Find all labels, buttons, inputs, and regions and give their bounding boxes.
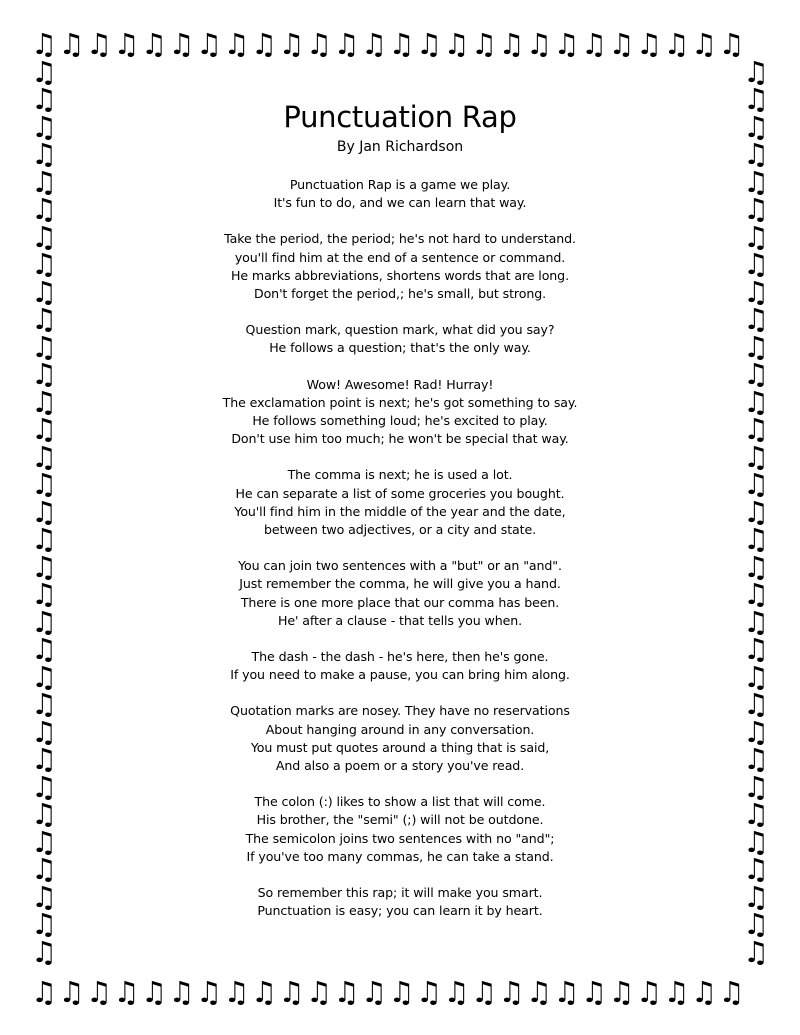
- music-note-icon: ♫: [113, 27, 140, 61]
- poem-line: Punctuation is easy; you can learn it by heart.: [257, 903, 543, 919]
- music-note-icon: ♫: [743, 82, 769, 116]
- music-note-icon: ♫: [31, 494, 57, 529]
- stanza: [90, 793, 710, 866]
- music-note-icon: ♫: [526, 975, 552, 1009]
- poem-line: His brother, the "semi" (;) will not be outdone.: [256, 812, 544, 828]
- page-title: Punctuation Rap: [283, 100, 517, 134]
- music-note-icon: ♫: [743, 549, 769, 584]
- stanza: [90, 648, 710, 684]
- music-note-icon: ♫: [31, 27, 57, 61]
- music-note-icon: ♫: [743, 632, 769, 666]
- music-note-icon: ♫: [743, 467, 769, 501]
- poem-line: Wow! Awesome! Rad! Hurray!: [306, 376, 494, 392]
- music-note-icon: ♫: [31, 632, 57, 666]
- music-note-icon: ♫: [743, 852, 769, 886]
- music-note-icon: ♫: [553, 975, 580, 1009]
- music-note-icon: ♫: [743, 824, 769, 859]
- poem-line: Take the period, the period; he's not hard to understand.: [224, 231, 576, 247]
- music-note-icon: ♫: [743, 494, 769, 529]
- stanza: [90, 466, 710, 539]
- music-note-icon: ♫: [31, 714, 57, 749]
- music-note-icon: ♫: [743, 164, 769, 199]
- poem-line: Don't use him too much; he won't be special that way.: [231, 431, 569, 447]
- music-note-icon: ♫: [58, 27, 85, 61]
- poem-line: You must put quotes around a thing that is said,: [250, 739, 550, 755]
- music-note-icon: ♫: [306, 27, 332, 61]
- music-note-icon: ♫: [471, 975, 497, 1009]
- poem-line: between two adjectives, or a city and state.: [263, 522, 537, 538]
- music-note-icon: ♫: [31, 329, 57, 364]
- music-note-icon: ♫: [31, 604, 57, 639]
- music-note-icon: ♫: [31, 879, 57, 914]
- music-note-icon: ♫: [223, 975, 250, 1009]
- music-note-icon: ♫: [31, 109, 57, 144]
- music-note-icon: ♫: [526, 27, 552, 61]
- music-note-icon: ♫: [31, 852, 57, 886]
- poem-line: And also a poem or a story you've read.: [275, 758, 525, 774]
- poem-line: The dash - the dash - he's here, then he's gone.: [251, 649, 549, 665]
- music-note-icon: ♫: [31, 797, 57, 831]
- poem-line: You'll find him in the middle of the year and the date,: [234, 503, 566, 519]
- music-note-icon: ♫: [31, 439, 57, 474]
- music-note-icon: ♫: [743, 274, 769, 309]
- music-note-icon: ♫: [743, 742, 769, 776]
- music-note-icon: ♫: [743, 439, 769, 474]
- music-note-icon: ♫: [743, 219, 769, 254]
- music-note-icon: ♫: [58, 975, 85, 1009]
- music-note-icon: ♫: [743, 604, 769, 639]
- poem-line: He marks abbreviations, shortens words that are long.: [231, 267, 569, 283]
- music-note-icon: ♫: [31, 384, 57, 419]
- stanza: [90, 702, 710, 775]
- music-note-icon: ♫: [553, 27, 580, 61]
- music-note-icon: ♫: [31, 137, 57, 171]
- music-note-icon: ♫: [31, 357, 57, 391]
- music-note-icon: ♫: [361, 27, 387, 61]
- music-note-icon: ♫: [743, 577, 769, 611]
- music-note-icon: ♫: [743, 329, 769, 364]
- music-note-icon: ♫: [663, 975, 690, 1009]
- music-note-icon: ♫: [718, 27, 745, 61]
- music-note-icon: ♫: [31, 975, 57, 1009]
- music-note-icon: ♫: [743, 659, 769, 694]
- music-note-icon: ♫: [743, 687, 769, 721]
- music-note-icon: ♫: [743, 522, 769, 556]
- poem-line: Punctuation Rap is a game we play.: [289, 177, 511, 192]
- music-note-icon: ♫: [743, 412, 769, 446]
- music-note-icon: ♫: [113, 975, 140, 1009]
- music-note-icon: ♫: [223, 27, 250, 61]
- poem-line: Question mark, question mark, what did you say?: [245, 322, 555, 338]
- music-note-icon: ♫: [31, 467, 57, 501]
- music-note-icon: ♫: [31, 247, 57, 281]
- music-note-icon: ♫: [388, 975, 415, 1009]
- poem-line: The exclamation point is next; he's got something to say.: [222, 394, 578, 410]
- music-note-icon: ♫: [718, 975, 745, 1009]
- music-note-icon: ♫: [636, 975, 662, 1009]
- poem-line: You can join two sentences with a "but" or an "and".: [238, 558, 562, 574]
- music-note-icon: ♫: [743, 54, 769, 89]
- music-note-icon: ♫: [743, 302, 769, 336]
- music-note-icon: ♫: [743, 907, 769, 941]
- music-note-icon: ♫: [743, 109, 769, 144]
- poem-line: He follows something loud; he's excited to play.: [252, 413, 548, 429]
- music-note-icon: ♫: [416, 27, 442, 61]
- music-note-icon: ♫: [31, 82, 57, 116]
- music-note-icon: ♫: [306, 975, 332, 1009]
- music-note-icon: ♫: [168, 975, 195, 1009]
- music-note-icon: ♫: [31, 934, 57, 969]
- author-byline: By Jan Richardson: [336, 139, 464, 155]
- music-note-icon: ♫: [251, 975, 277, 1009]
- music-note-icon: ♫: [743, 247, 769, 281]
- poem-line: About hanging around in any conversation.: [265, 721, 535, 737]
- music-note-icon: ♫: [31, 219, 57, 254]
- stanza: [90, 321, 710, 357]
- music-note-icon: ♫: [443, 27, 470, 61]
- stanza: [90, 376, 710, 449]
- music-note-icon: ♫: [608, 27, 635, 61]
- music-note-icon: ♫: [141, 975, 167, 1009]
- music-note-icon: ♫: [31, 54, 57, 89]
- music-note-icon: ♫: [31, 549, 57, 584]
- poem-line: There is one more place that our comma has been.: [240, 594, 560, 610]
- music-note-icon: ♫: [743, 137, 769, 171]
- stanza: [90, 884, 710, 920]
- music-note-icon: ♫: [743, 192, 769, 226]
- music-note-icon: ♫: [636, 27, 662, 61]
- music-note-icon: ♫: [31, 522, 57, 556]
- poem-line: The comma is next; he is used a lot.: [287, 467, 513, 483]
- music-note-icon: ♫: [31, 907, 57, 941]
- poem-line: So remember this rap; it will make you smart.: [257, 885, 543, 901]
- music-note-icon: ♫: [31, 577, 57, 611]
- music-note-icon: ♫: [168, 27, 195, 61]
- music-note-icon: ♫: [278, 27, 305, 61]
- music-note-icon: ♫: [31, 769, 57, 804]
- music-note-icon: ♫: [31, 412, 57, 446]
- music-note-icon: ♫: [31, 742, 57, 776]
- music-note-icon: ♫: [743, 934, 769, 969]
- music-note-icon: ♫: [86, 975, 112, 1009]
- poem-line: If you need to make a pause, you can bring him along.: [230, 667, 570, 683]
- music-note-icon: ♫: [31, 274, 57, 309]
- poem-body: [90, 176, 710, 921]
- poem-line: Quotation marks are nosey. They have no reservations: [230, 703, 570, 719]
- stanza: [90, 557, 710, 630]
- music-note-icon: ♫: [333, 27, 360, 61]
- music-note-icon: ♫: [31, 302, 57, 336]
- music-note-icon: ♫: [498, 27, 525, 61]
- music-note-icon: ♫: [691, 27, 717, 61]
- music-note-icon: ♫: [743, 797, 769, 831]
- music-note-icon: ♫: [743, 357, 769, 391]
- poem-line: Just remember the comma, he will give you a hand.: [239, 576, 561, 592]
- music-note-icon: ♫: [196, 27, 222, 61]
- music-note-icon: ♫: [416, 975, 442, 1009]
- music-note-icon: ♫: [86, 27, 112, 61]
- music-note-icon: ♫: [743, 769, 769, 804]
- music-note-icon: ♫: [251, 27, 277, 61]
- music-note-icon: ♫: [31, 687, 57, 721]
- music-note-icon: ♫: [691, 975, 717, 1009]
- music-note-icon: ♫: [31, 824, 57, 859]
- music-note-icon: ♫: [31, 659, 57, 694]
- music-note-icon: ♫: [31, 192, 57, 226]
- music-note-icon: ♫: [278, 975, 305, 1009]
- music-note-icon: ♫: [743, 879, 769, 914]
- poem-line: He can separate a list of some groceries you bought.: [235, 485, 565, 501]
- poem-line: Don't forget the period,; he's small, but strong.: [253, 286, 546, 302]
- stanza: [90, 176, 710, 212]
- poem-line: He follows a question; that's the only way.: [269, 340, 531, 356]
- poem-line: It's fun to do, and we can learn that way.: [273, 195, 527, 211]
- music-note-icon: ♫: [196, 975, 222, 1009]
- music-note-icon: ♫: [743, 714, 769, 749]
- poem-line: you'll find him at the end of a sentence or command.: [234, 249, 566, 265]
- music-note-icon: ♫: [471, 27, 497, 61]
- poem-line: The colon (:) likes to show a list that will come.: [254, 794, 546, 810]
- music-note-icon: ♫: [608, 975, 635, 1009]
- music-note-icon: ♫: [743, 384, 769, 419]
- music-note-icon: ♫: [581, 27, 607, 61]
- poem-line: He' after a clause - that tells you when.: [277, 612, 523, 628]
- poem-line: The semicolon joins two sentences with no "and";: [245, 830, 555, 846]
- stanza: [90, 230, 710, 303]
- music-note-icon: ♫: [141, 27, 167, 61]
- poem-line: If you've too many commas, he can take a stand.: [246, 848, 554, 864]
- music-note-icon: ♫: [498, 975, 525, 1009]
- music-note-icon: ♫: [663, 27, 690, 61]
- music-note-icon: ♫: [388, 27, 415, 61]
- music-note-icon: ♫: [581, 975, 607, 1009]
- music-note-icon: ♫: [333, 975, 360, 1009]
- music-note-icon: ♫: [443, 975, 470, 1009]
- music-note-icon: ♫: [31, 164, 57, 199]
- poem: [90, 96, 710, 939]
- music-note-icon: ♫: [361, 975, 387, 1009]
